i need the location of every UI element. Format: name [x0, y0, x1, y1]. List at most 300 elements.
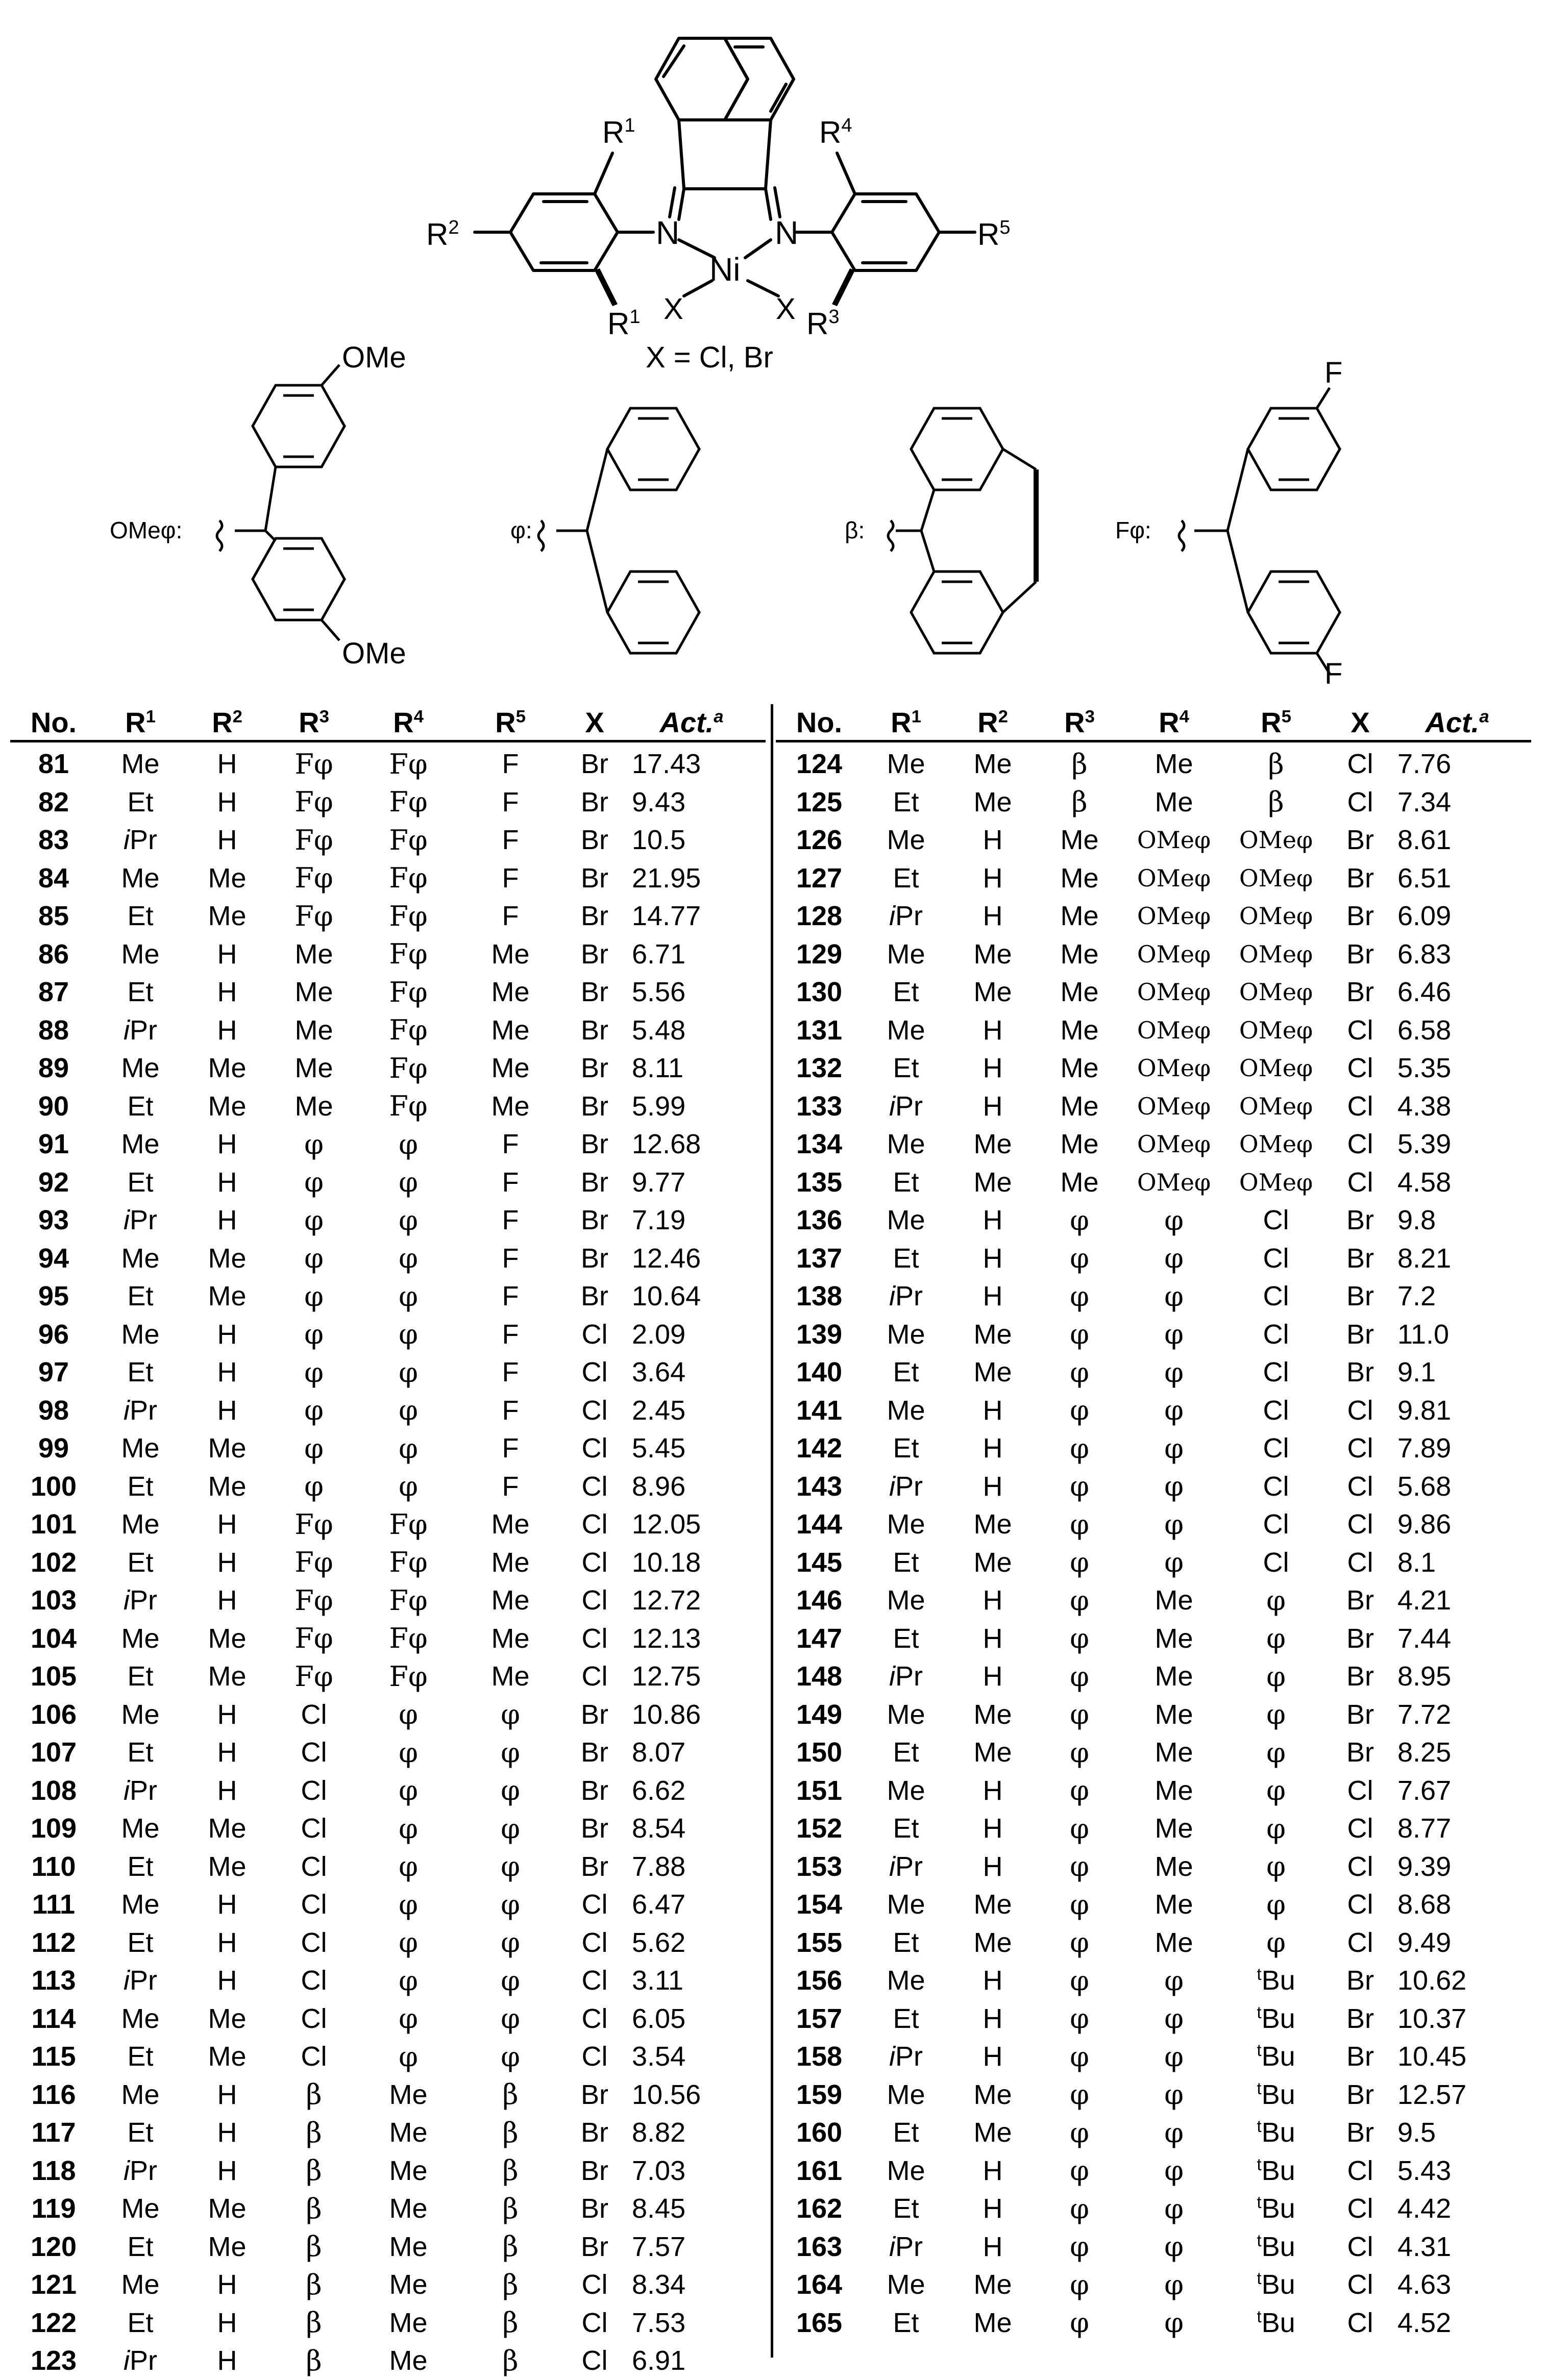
cell-act: 9.86	[1397, 1509, 1452, 1540]
cell-r4: OMeφ	[1137, 902, 1211, 930]
cell-r1: Et	[127, 1661, 154, 1692]
cell-r2: H	[217, 1889, 237, 1920]
cell-r4: Me	[1155, 749, 1193, 780]
cell-r5: φ	[1266, 1622, 1286, 1655]
cell-r1: Me	[887, 1889, 925, 1920]
substituent-beta-drawing	[888, 408, 1036, 653]
cell-x: Cl	[1347, 1014, 1373, 1046]
cell-r2: Me	[973, 2117, 1012, 2148]
cell-r4: Me	[1155, 1661, 1193, 1692]
table-row	[10, 745, 766, 783]
table-row	[776, 1239, 1531, 1278]
cell-x: Cl	[581, 1623, 608, 1654]
cell-no: 106	[30, 1699, 77, 1730]
cell-no: 117	[31, 2117, 76, 2148]
cell-r3: Me	[1060, 1014, 1099, 1046]
cell-act: 5.45	[632, 1433, 686, 1464]
cell-r2: Me	[973, 938, 1012, 970]
table-row	[10, 1125, 766, 1163]
atom-x-left: X	[664, 292, 683, 326]
cell-act: 8.1	[1397, 1547, 1436, 1578]
cell-r1: Me	[887, 1699, 925, 1730]
cell-r2: H	[983, 1281, 1003, 1312]
cell-x: Br	[581, 1813, 608, 1844]
cell-no: 112	[31, 1927, 76, 1958]
table-row	[776, 1163, 1531, 1202]
cell-r2: H	[983, 1775, 1003, 1806]
table-row	[10, 821, 766, 859]
cell-no: 87	[38, 977, 69, 1008]
cell-no: 118	[31, 2155, 76, 2186]
cell-r2: H	[217, 825, 237, 856]
cell-r5: Me	[491, 1509, 530, 1540]
cell-r4: Fφ	[389, 1584, 428, 1617]
table-row	[10, 2190, 766, 2228]
cell-x: Cl	[581, 2345, 608, 2376]
header-x-left: X	[585, 706, 604, 738]
cell-x: Cl	[1347, 1813, 1373, 1844]
cell-x: Br	[581, 825, 608, 856]
cell-r3: φ	[304, 1394, 324, 1427]
cell-r5: OMeφ	[1239, 940, 1313, 968]
cell-r1: Me	[887, 1775, 925, 1806]
header-no-left: No.	[30, 706, 77, 738]
table-row	[776, 1620, 1531, 1658]
cell-x: Cl	[581, 1471, 608, 1502]
cell-no: 88	[38, 1014, 69, 1046]
cell-r5: Me	[491, 1014, 530, 1046]
cell-x: Br	[581, 2231, 608, 2262]
cell-r4: OMeφ	[1137, 1168, 1211, 1196]
cell-r2: H	[217, 1775, 237, 1806]
cell-r5: OMeφ	[1239, 1092, 1313, 1120]
table-body-right	[776, 745, 1531, 2342]
cell-r1: Me	[887, 2155, 925, 2186]
cell-r3: φ	[1070, 1470, 1089, 1503]
table-row	[10, 1848, 766, 1886]
cell-r5: OMeφ	[1239, 1130, 1313, 1158]
cell-r5: Me	[491, 1547, 530, 1578]
cell-r2: H	[217, 977, 237, 1008]
cell-no: 119	[31, 2193, 76, 2224]
cell-no: 156	[796, 1965, 843, 1996]
table-row	[10, 2228, 766, 2266]
cell-act: 3.11	[632, 1965, 684, 1996]
cell-r1: Me	[121, 2079, 160, 2110]
table-row	[10, 859, 766, 898]
cell-x: Cl	[1347, 1167, 1373, 1198]
cell-r5: β	[502, 2268, 519, 2301]
atom-n-right: N	[775, 214, 799, 251]
cell-r1: Et	[127, 1281, 154, 1312]
cell-r1: Me	[887, 825, 925, 856]
cell-r3: Fφ	[295, 748, 333, 780]
cell-act: 8.45	[632, 2193, 686, 2224]
cell-x: Br	[1346, 1699, 1374, 1730]
cell-r2: H	[217, 1167, 237, 1198]
cell-r2: Me	[973, 1509, 1012, 1540]
cell-r1: iPr	[889, 1090, 923, 1122]
cell-x: Br	[581, 1205, 608, 1236]
cell-act: 7.72	[1397, 1699, 1452, 1730]
cell-r3: Fφ	[295, 1584, 333, 1617]
cell-r1: Me	[887, 749, 925, 780]
cell-act: 10.86	[632, 1699, 701, 1730]
table-row	[10, 1924, 766, 1962]
header-act-left: Act.$^a$	[659, 706, 724, 738]
cell-act: 12.68	[632, 1129, 701, 1160]
cell-r1: Me	[887, 938, 925, 970]
cell-no: 153	[796, 1851, 843, 1882]
cell-no: 95	[38, 1281, 69, 1312]
cell-r3: φ	[1070, 1318, 1089, 1351]
cell-x: Cl	[1347, 2269, 1373, 2300]
cell-r1: Me	[121, 938, 160, 970]
cell-r5: Me	[491, 938, 530, 970]
cell-r3: φ	[1070, 1204, 1089, 1236]
cell-r2: H	[217, 1927, 237, 1958]
cell-no: 122	[30, 2307, 77, 2338]
table-left	[10, 704, 766, 2377]
cell-r1: Et	[893, 786, 919, 817]
cell-no: 123	[30, 2345, 77, 2376]
left-aryl-ring	[475, 153, 653, 270]
cell-r1: iPr	[889, 2041, 923, 2072]
cell-no: 162	[796, 2193, 843, 2224]
cell-no: 128	[796, 901, 843, 932]
cell-r4: Fφ	[389, 1052, 428, 1084]
cell-x: Br	[1346, 1281, 1374, 1312]
cell-r3: φ	[1070, 2116, 1089, 2149]
cell-r2: H	[983, 1395, 1003, 1426]
cell-r1: iPr	[124, 1775, 157, 1806]
cell-x: Br	[581, 2193, 608, 2224]
substituent-beta-label: β:	[845, 517, 865, 543]
cell-r4: φ	[1164, 2078, 1184, 2111]
cell-r1: Me	[121, 1889, 160, 1920]
table-row	[10, 1011, 766, 1050]
cell-r5: OMeφ	[1239, 1168, 1313, 1196]
cell-x: Cl	[581, 1319, 608, 1350]
table-row	[10, 783, 766, 822]
cell-r4: φ	[399, 1736, 418, 1769]
cell-act: 9.43	[632, 786, 686, 817]
cell-r4: φ	[1164, 1318, 1184, 1351]
cell-act: 6.83	[1397, 938, 1452, 970]
cell-r5: Cl	[1263, 1433, 1289, 1464]
cell-r2: Me	[973, 2269, 1012, 2300]
cell-r4: Me	[389, 2117, 428, 2148]
cell-r2: H	[983, 2231, 1003, 2262]
cell-no: 121	[30, 2269, 77, 2300]
cell-r2: H	[217, 2155, 237, 2186]
cell-r1: Me	[121, 749, 160, 780]
table-header-right	[776, 704, 1531, 742]
cell-r1: Et	[127, 2117, 154, 2148]
cell-r4: φ	[1164, 1204, 1184, 1236]
cell-r1: Et	[127, 1547, 154, 1578]
cell-r5: Cl	[1263, 1509, 1289, 1540]
cell-r3: β	[306, 2307, 322, 2339]
cell-x: Br	[581, 1167, 608, 1198]
table-row	[10, 1087, 766, 1126]
cell-r4: φ	[1164, 1356, 1184, 1389]
table-row	[776, 1886, 1531, 1924]
cell-r1: Et	[127, 1851, 154, 1882]
cell-r1: Me	[887, 1965, 925, 1996]
cell-r4: Me	[389, 2079, 428, 2110]
cell-r1: iPr	[124, 2345, 157, 2376]
table-row	[776, 783, 1531, 822]
cell-act: 5.68	[1397, 1471, 1452, 1502]
cell-act: 11.0	[1397, 1319, 1450, 1350]
cell-act: 12.75	[632, 1661, 701, 1692]
cell-act: 12.05	[632, 1509, 701, 1540]
cell-r1: Me	[887, 1205, 925, 1236]
table-row	[10, 2114, 766, 2152]
cell-r1: Me	[121, 2193, 160, 2224]
table-row	[10, 1429, 766, 1468]
cell-x: Br	[1346, 1243, 1374, 1274]
substituent-omephi-label: OMeφ:	[110, 517, 183, 543]
cell-x: Br	[1346, 938, 1374, 970]
cell-r3: φ	[1070, 1508, 1089, 1541]
cell-r3: φ	[1070, 2078, 1089, 2111]
cell-r4: Me	[1155, 1699, 1193, 1730]
cell-r1: Me	[121, 1319, 160, 1350]
cell-r4: Me	[389, 2269, 428, 2300]
table-row	[10, 1468, 766, 1506]
cell-r5: $^t$Bu	[1257, 2041, 1295, 2072]
cell-r2: Me	[208, 862, 247, 894]
table-row	[10, 1581, 766, 1620]
cell-r1: Me	[887, 1129, 925, 1160]
cell-r4: φ	[399, 1128, 418, 1160]
cell-r4: φ	[1164, 2154, 1184, 2187]
cell-r3: β	[306, 2116, 322, 2149]
table-row	[776, 1087, 1531, 1126]
cell-act: 9.49	[1397, 1927, 1452, 1958]
cell-act: 7.19	[632, 1205, 686, 1236]
cell-r4: φ	[399, 1850, 418, 1883]
cell-x: Cl	[1347, 2155, 1373, 2186]
header-r5-left: $R^5$	[495, 706, 526, 738]
cell-act: 5.56	[632, 977, 686, 1008]
cell-r4: OMeφ	[1137, 1054, 1211, 1082]
cell-r5: F	[502, 1167, 519, 1198]
cell-r2: Me	[973, 1737, 1012, 1768]
cell-r3: φ	[1070, 1584, 1089, 1617]
cell-r4: OMeφ	[1137, 826, 1211, 854]
cell-act: 7.67	[1397, 1775, 1452, 1806]
cell-act: 10.45	[1397, 2041, 1467, 2072]
cell-r2: H	[217, 749, 237, 780]
table-row	[10, 1316, 766, 1354]
cell-no: 146	[796, 1585, 843, 1616]
cell-x: Br	[1346, 1205, 1374, 1236]
cell-r2: H	[983, 901, 1003, 932]
cell-r3: φ	[1070, 1394, 1089, 1427]
cell-r1: Et	[127, 2041, 154, 2072]
cell-r4: OMeφ	[1137, 1130, 1211, 1158]
cell-r5: F	[502, 786, 519, 817]
cell-act: 5.99	[632, 1090, 686, 1122]
cell-r1: Me	[887, 2269, 925, 2300]
cell-act: 6.46	[1397, 977, 1452, 1008]
cell-act: 5.48	[632, 1014, 686, 1046]
cell-r5: β	[502, 2307, 519, 2339]
label-r1-bottom: $R^1$	[607, 306, 641, 341]
five-ring	[670, 120, 780, 219]
cell-no: 149	[796, 1699, 843, 1730]
substituent-omephi-drawing	[217, 365, 345, 640]
cell-r3: Cl	[301, 1851, 327, 1882]
cell-r1: Et	[893, 1737, 919, 1768]
cell-r4: Fφ	[389, 900, 428, 932]
cell-r5: Me	[491, 1053, 530, 1084]
table-row	[10, 2076, 766, 2114]
cell-r5: φ	[1266, 1850, 1286, 1883]
cell-r1: Et	[893, 1927, 919, 1958]
cell-r1: Et	[127, 977, 154, 1008]
cell-r2: H	[983, 1471, 1003, 1502]
cell-r1: Et	[893, 2193, 919, 2224]
table-row	[776, 2038, 1531, 2076]
header-r5-right: $R^5$	[1261, 706, 1291, 738]
cell-r5: F	[502, 825, 519, 856]
cell-r4: Me	[1155, 1585, 1193, 1616]
cell-r3: Cl	[301, 2041, 327, 2072]
cell-r4: φ	[1164, 1964, 1184, 1997]
cell-r4: Fφ	[389, 824, 428, 856]
cell-r2: H	[983, 1851, 1003, 1882]
cell-act: 3.54	[632, 2041, 686, 2072]
cell-r1: Me	[121, 1623, 160, 1654]
cell-x: Cl	[581, 1395, 608, 1426]
cell-r2: H	[217, 2079, 237, 2110]
table-row	[10, 1886, 766, 1924]
cell-r2: H	[217, 1319, 237, 1350]
cell-r2: H	[217, 1585, 237, 1616]
cell-x: Br	[581, 977, 608, 1008]
cell-r4: OMeφ	[1137, 978, 1211, 1006]
cell-no: 124	[796, 749, 843, 780]
cell-r2: Me	[208, 1471, 247, 1502]
cell-r3: β	[306, 2154, 322, 2187]
cell-x: Br	[1346, 901, 1374, 932]
cell-r5: φ	[501, 1888, 520, 1921]
cell-r5: F	[502, 1243, 519, 1274]
table-row	[776, 821, 1531, 859]
cell-act: 10.37	[1397, 2003, 1467, 2034]
cell-r5: φ	[1266, 1774, 1286, 1807]
cell-r1: Et	[127, 2231, 154, 2262]
cell-r3: φ	[304, 1280, 324, 1312]
cell-r2: Me	[973, 1927, 1012, 1958]
table-row	[10, 1696, 766, 1734]
cell-r4: φ	[399, 1698, 418, 1731]
cell-r3: Fφ	[295, 1622, 333, 1655]
cell-no: 147	[796, 1623, 843, 1654]
cell-act: 8.11	[632, 1053, 684, 1084]
cell-x: Cl	[1347, 1775, 1373, 1806]
cell-no: 82	[38, 786, 69, 817]
table-row	[10, 1505, 766, 1544]
cell-no: 125	[796, 786, 843, 817]
cell-r2: Me	[973, 1167, 1012, 1198]
cell-r3: φ	[304, 1432, 324, 1465]
cell-r1: Et	[127, 1167, 154, 1198]
cell-r1: Me	[121, 1433, 160, 1464]
cell-r1: Me	[121, 2269, 160, 2300]
cell-x: Br	[581, 901, 608, 932]
cell-r2: H	[217, 1965, 237, 1996]
cell-x: Cl	[1347, 1395, 1373, 1426]
cell-x: Br	[581, 1699, 608, 1730]
cell-no: 85	[38, 901, 69, 932]
cell-r3: Me	[1060, 938, 1099, 970]
cell-r2: Me	[973, 2307, 1012, 2338]
cell-r1: Me	[121, 1699, 160, 1730]
cell-r2: H	[983, 2003, 1003, 2034]
cell-r4: φ	[399, 1204, 418, 1236]
cell-r3: Fφ	[295, 824, 333, 856]
cell-no: 165	[796, 2307, 843, 2338]
cell-act: 7.57	[632, 2231, 686, 2262]
cell-x: Br	[581, 1090, 608, 1122]
table-row	[10, 1809, 766, 1848]
header-r2-right: $R^2$	[977, 706, 1008, 738]
cell-no: 84	[38, 862, 69, 894]
cell-x: Br	[581, 2117, 608, 2148]
substituent-fphi-drawing	[1179, 388, 1340, 674]
cell-act: 8.54	[632, 1813, 686, 1844]
table-row	[776, 2114, 1531, 2152]
cell-act: 8.77	[1397, 1813, 1452, 1844]
cell-r3: Me	[1060, 1129, 1099, 1160]
cell-r4: Me	[1155, 1851, 1193, 1882]
cell-r2: Me	[208, 2003, 247, 2034]
cell-act: 8.82	[632, 2117, 686, 2148]
cell-r3: Fφ	[295, 1508, 333, 1541]
cell-r1: iPr	[889, 901, 923, 932]
cell-r5: Cl	[1263, 1243, 1289, 1274]
cell-r2: H	[983, 1014, 1003, 1046]
table-row	[776, 2304, 1531, 2342]
cell-r3: φ	[1070, 1698, 1089, 1731]
cell-r5: φ	[501, 1850, 520, 1883]
cell-no: 96	[38, 1319, 69, 1350]
cell-r5: Me	[491, 1623, 530, 1654]
cell-r5: β	[1268, 748, 1284, 780]
cell-r1: iPr	[124, 825, 157, 856]
cell-act: 5.62	[632, 1927, 686, 1958]
cell-r5: Cl	[1263, 1205, 1289, 1236]
table-body-left	[10, 745, 766, 2380]
cell-x: Cl	[1347, 1509, 1373, 1540]
cell-act: 10.62	[1397, 1965, 1467, 1996]
cell-r2: H	[217, 1014, 237, 1046]
cell-x: Cl	[1347, 1927, 1373, 1958]
cell-act: 7.34	[1397, 786, 1452, 817]
cell-r5: Cl	[1263, 1319, 1289, 1350]
cell-no: 94	[38, 1243, 69, 1274]
cell-r5: φ	[501, 1812, 520, 1845]
table-row	[10, 935, 766, 974]
cell-x: Br	[1346, 2117, 1374, 2148]
cell-no: 134	[796, 1129, 843, 1160]
cell-r5: Me	[491, 1585, 530, 1616]
